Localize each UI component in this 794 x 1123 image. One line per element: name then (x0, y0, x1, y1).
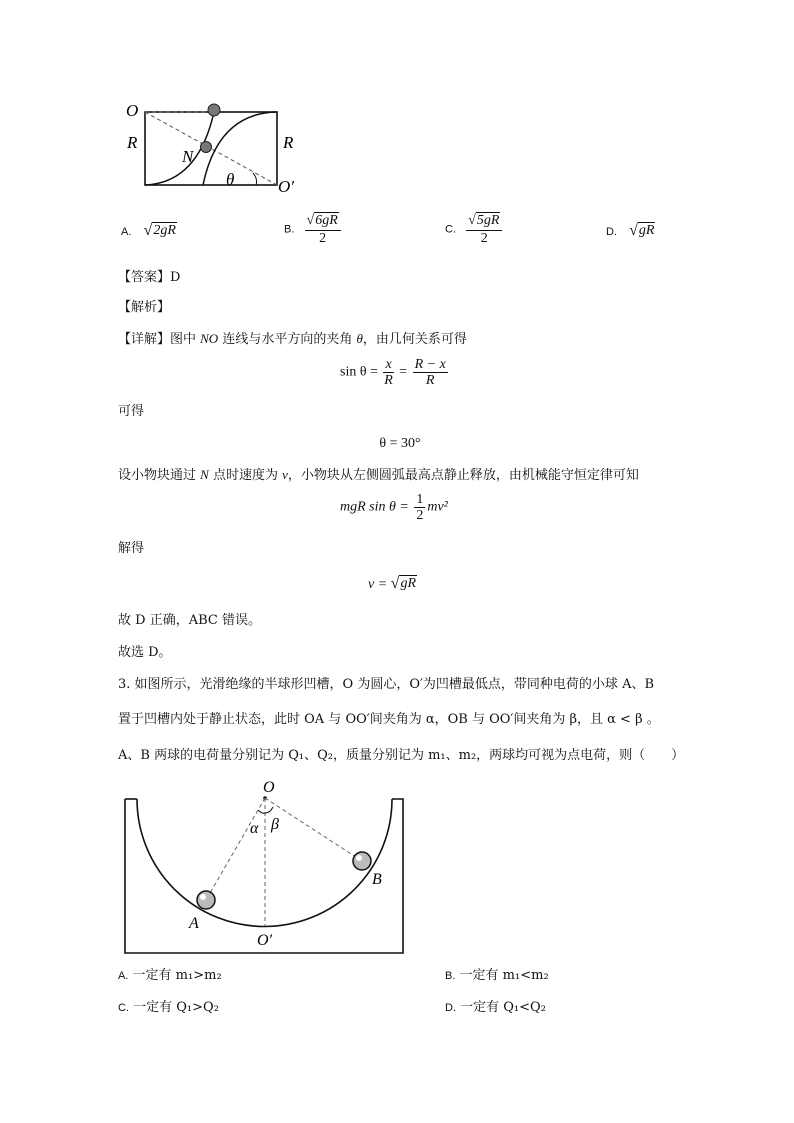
sqrt-expression: √ gR (629, 222, 655, 239)
question-3-line-1: 3. 如图所示，光滑绝缘的半球形凹槽，O 为圆心，O′为凹槽最低点，带同种电荷的小球 A、B (118, 677, 655, 692)
figure-1-label-o: O (126, 101, 139, 120)
figure-1-right-arc (203, 112, 277, 185)
analysis-heading: 【解析】 (118, 300, 171, 315)
figure-2-label-o: O (263, 779, 275, 796)
figure-1-label-n: N (182, 147, 194, 166)
fraction: √ 5gR 2 (466, 212, 502, 246)
option-3-a: A. 一定有 m₁>m₂ (118, 968, 222, 983)
figure-2-line-oa (206, 798, 265, 900)
question-3-line-2: 置于凹槽内处于静止状态，此时 OA 与 OO′间夹角为 α，OB 与 OO′间夹角为 β，且 α < β 。 (118, 712, 660, 727)
figure-2-label-o-prime: O′ (257, 932, 273, 949)
figure-2-diagram (110, 773, 410, 958)
figure-2-ball-a-shine (200, 894, 206, 900)
sqrt-expression: √ 2gR (143, 222, 176, 239)
equation-sin-theta: sin θ = $\frac{x}{R}$ = $\frac{R - x}{R}$ (340, 357, 446, 388)
option-3-b: B. 一定有 m₁<m₂ (445, 968, 549, 983)
option-1-b (284, 212, 343, 246)
figure-2-ball-a (197, 891, 215, 909)
conclusion-line: 故 D 正确，ABC 错误。 (118, 613, 261, 628)
option-1-a (121, 222, 177, 240)
option-letter: C. (445, 223, 456, 236)
question-3-line-3: A、B 两球的电荷量分别记为 Q₁、Q₂，质量分别记为 m₁、m₂，两球均可视为点电荷，则（ ） (118, 748, 685, 763)
option-1-c (445, 212, 504, 246)
figure-2-label-a: A (189, 915, 199, 932)
figure-1-top-ball (208, 104, 220, 116)
figure-2-line-ob (265, 798, 362, 861)
choose-line: 故选 D。 (118, 645, 172, 660)
answer-line: 【答案】D (118, 270, 181, 285)
equation-energy: mgR sin θ = $\frac{1}{2}$ mv² (340, 492, 448, 523)
figure-2-beta-arc (265, 807, 273, 813)
figure-1-label-o-prime: O′ (278, 177, 294, 195)
figure-1-theta-arc (253, 173, 257, 185)
figure-2-label-b: B (372, 871, 382, 888)
option-letter: B. (284, 223, 295, 236)
option-letter: A. (121, 226, 132, 238)
option-letter: D. (606, 226, 617, 238)
figure-2-ball-b (353, 852, 371, 870)
figure-1-label-r-left: R (127, 133, 138, 152)
option-1-d (606, 222, 655, 240)
jiede-line: 解得 (118, 541, 145, 556)
figure-2-label-alpha: α (250, 820, 259, 837)
detail-line: 【详解】图中 NO 连线与水平方向的夹角 θ，由几何关系可得 (118, 331, 467, 347)
figure-2-container (125, 799, 403, 953)
figure-2-ball-b-shine (356, 855, 362, 861)
equation-theta-value: θ = 30° (379, 436, 421, 451)
figure-2-alpha-arc (258, 810, 265, 813)
fraction: √ 6gR 2 (305, 212, 341, 246)
energy-line: 设小物块通过 N 点时速度为 v，小物块从左侧圆弧最高点静止释放，由机械能守恒定律可知 (118, 467, 639, 483)
figure-1-label-r-right: R (283, 133, 294, 152)
figure-1-diagram (118, 95, 308, 195)
figure-1-label-theta: θ (226, 170, 235, 189)
figure-1-ball-n (201, 142, 212, 153)
figure-2-label-beta: β (271, 816, 279, 833)
option-3-d: D. 一定有 Q₁<Q₂ (445, 1000, 546, 1015)
kede-line: 可得 (118, 404, 145, 419)
option-3-c: C. 一定有 Q₁>Q₂ (118, 1000, 219, 1015)
equation-velocity: v = √ gR (368, 575, 417, 592)
